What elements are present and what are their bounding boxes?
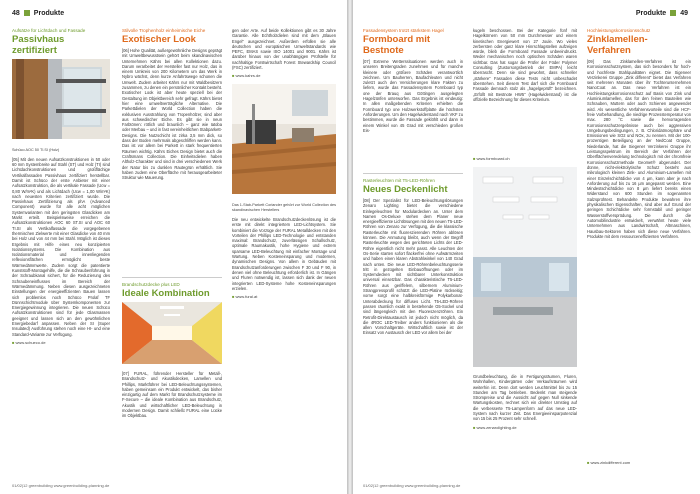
article-url[interactable]: ■ www.schueco.de	[12, 340, 110, 345]
article-body: [05] Mit den neuen Aufsatzkonstruktionen in 50 oder 60 mm Systembreite auf Stahl (ST) und Holz (TI) sind Lichtdachkonstruktionen und großflächige Vertikalfassaden Passivhaus zertifiziert herstellbar. Damit ist Schüco der erste Anbieter mit einer Aufsatzkonstruktion, die als vertikale Fassade (Ucw = 0,80 W/m²K) und als Lichtdach (Ucw = 1,00 W/m²K) nach neuesten Kriterien zertifiziert wurde. Die Passivhaus Zertifizierung als phA (Advanced Component) wurde für alle acht möglichen Systemvarianten mit den geringsten Glasdicken am Markt erteilt. Beispielsweise erreichen die Aufsatzkonstruktionen AOC 60 ST.SI und AOC 60 TI.SI als Vertikalfassade die vorgegebenen thermischen Zielwerte mit einer Glasdicke von 40 mm bei Holz und von 44 mm bei Stahl. Möglich ist dieses Ergebnis mit Hilfe eines neu konzipierten Isolationssystems. Die Kombination aus Isolationsmaterial und innenliegenden reflexionsflächen ermöglicht beste Wärmedämmwerte. Zudem sorgt die patentierte Kunststoff-Montagehilfe, die die Schraubenführung in der Schraubkanal sichert, für die Reduzierung des Schraubeneinflusses im Bereich der Wärmedämmung. Neben diesen ausgezeichneten Einstellungen der energieeffizienten Bauen lassen sich problemlos noch Schüco Prolaf TF Dünnschichtmodule über Systemkomponenten zur Energiegewinnung integrieren. Die neuen Schüco Aufsatzkonstruktionen sind für jede Glasmassen geeignet und lassen sich an den gewöhnlichen Energiebedarf anpassen. Neben der SI (Super Insulated) Ausführung stehen noch eine HI- und eine Standard-Variante zur Verfügung.	[12, 156, 110, 337]
article-title: Passivhaus zertifiziert	[12, 34, 65, 56]
article-title: Neues Deckenlicht	[363, 184, 448, 195]
office-led-ceiling-photo	[473, 167, 577, 367]
article-kicker: Stilvolle Trophenholz einheimische Eiche	[122, 28, 206, 33]
article-kicker: Aufsätze für Lichtdach und Fassade	[12, 28, 86, 33]
left-column-3	[232, 28, 336, 468]
article-body: Die neu entwickelte Brandschutzdeckenlösung ist die erste mit direkt integriertem LED-Lichtsystem. Sie kombiniert die Vorzüge der FURAL Metalldecken mit den Vorteilen der Phillips LED-Technologie und entstanden maximal: Brandschutz, zuverlässigen Schallschutz, optimale Raumakustik, hohe Hygiene und extrem sparsame LED-Beleuchtung mit einfacher Montage und Wartung. Neben Kosteneinsparung und modernen, dynamischen Designs. Von allem in Gebäuden mit Brandschutzanforderungen zwischen F 30 und F 90, in denen viel ohne Beleuchtung erforderlich ist. In Gängen und Fluren notwendig ist, lassen sich dank der neuen integrierten LED-Systeme hohe Kosteneinsparungen erzielen.	[232, 216, 336, 291]
article-body: kugeln beschossen. Bei der Kategorie fünf mit Hagelkörnern von 50 mm Durchmesser und einem kinetischen Energiewert von 27 Joule. Wo vieles zerbersten oder ganz klare Hinrschlagstellen aufzeigen würde, blieb die Formboard Fassade unbeeindruckt. Weder mechanischen noch optischen Schäden waren sichtbar. Das hat sogar die Prüfer der Föder Polymer Consulting (Zustorsorgsbetrieb der EMPA) leicht überrascht. Denn sie sind gewohnt, dass schneller „stärkere“ Fassaden diese Tests nicht unbeschadet überstehen. Seit diesem Test darf sich die Formboard Fassade demnach stolz als „hagelgeprüft“ bezeichnen. „Erfüllt mit Bestnote HW5“ (Hagelwiderstand) ist die offizielle Bezeichnung für dieses Kriterium.	[473, 28, 577, 102]
right-column-3	[587, 28, 691, 468]
article-title: Formboard mit Bestnote	[363, 34, 431, 56]
right-footer: 01/02|12 greenbuilding www.greenbuilding-planning.de	[363, 483, 461, 488]
right-column-2	[473, 28, 577, 468]
divider	[122, 277, 222, 278]
section-marker-icon	[670, 10, 676, 16]
page-number: 48	[12, 10, 20, 17]
article-title: Ideale Kombination	[122, 288, 210, 299]
corridor-ceiling-photo	[122, 302, 222, 364]
photo-caption: Schüco AOC 50 TI.SI (Holz)	[12, 148, 60, 152]
article-url[interactable]: ■ www.zinkdifferent.com	[587, 460, 691, 465]
section-title: Produkte	[635, 10, 667, 17]
article-body: [08] Der Spezialist für LED-Beleuchtungslösungen Zenaro Lighting bietet die verschiedene Einlegeleuchten für Modulardecken an. Unter dem Namen Os-Deluxe stehen dem Planer neue energieeffiziente Lichtlösungen mit den neuen T5-LED-Röhren von Zenaro zur Verfügung, die die klassische Rasterleuchte mit fluoreszierenden Röhren ablösen können. Die Anmutung bleibt, auch wenn der Begriff Rasterleuchte wegen des gerichteten Lichts der LED-Röhre eigentlich nicht mehr passt. Alle Leuchten der Os-Serie starten sofort flackerfrei ohne Aufwärmzeiten und haben einen klaren Abstrahlwinkel von 140 Grad nach unten. Die neue LED-Röhrenbeleuchtungsserie tritt in gezügelten Einbauöffnungen oder im Systemdecken mit sichtbarer Unterkonstruktion universal einsetzbar. Das charakteristische T5-LED-Röhren aus geriffelem, silbernem Aluminium-Strangpressprofil schützt die LED-Platine rückseitig; vorne sorgt eine halbkreisförmige Polykarbonat-Unterabdeckung für diffuses Licht. T5-LED-Röhren passen räumlich exakt in bestehende G5-Sockel und sind längengleich mit den Fluoreszenzröhren. Ein Retrofit-Direktaustausch ist jedoch nicht möglich, da die 4ROC LED-Treiber anders funktionieren als die allen Vorschaltgeräte. Wirtschaftlich sowie ist der Einsatz von Austausch der LED vor allem bei der	[363, 198, 463, 336]
divider	[363, 173, 463, 174]
article-body: gen oder Arte. Auf beide Kollektionen gibt es 30 Jahre Garantie. Alle Echtholzdielen sind mit dem „Blauen Engel“ ausgezeichnet. Außerdem erfüllen sie alle deutschen und europäischen Umweltstandards wie PEFC, EMAS sowie ISO 14001 und 9001. Kährs ist darüber hinaus von der unabhängigen Prüfstelle für nachhaltige Forstwirtschaft Forest Stewardship Council (FSC) zertifiziert.	[232, 28, 336, 71]
article-kicker: Fassadensystem trotzt stärkstem Hagel	[363, 28, 444, 33]
facade-profile-photo	[12, 59, 110, 139]
article-body: [09] Das Zinklamellen-Verfahren ist ein Korrosionsschutzsystem, das sich besonders für hoch- und hochfeste Stahlqualitäten eignet. Die Sigeneer Verzinkerei Gruppe „Zink different“ bietet das Verfahren seit mehreren Monaten über ihr Tochterunternehmen NanoCoat an. Das neue Verfahren ist ein Hochleistungskorrosionsschutz auf Basis von Zink und Aluminiumlamellen, das für den feinen Bauteilen wie Schrauben, Muttern oder auch Schienen angewendet wird. Als wesentliche Verfahrensvorteile sind die HCF-freie Vorbehandlung, die niedrige Prozesstemperatur von max. 280 °C sowie die hervorragenden Korrosionsschutzergebnisse auch bei aggressiven Umgebungsbedingungen, z. B. Chloridatmosphäre und Emissionen wie SO2 und NOx, zu nennen. Mit der 100-prozentigen Beteiligung an der NedCoat Gruppe, Niederlande, hat die Siegener Verzinkerei Gruppe ihr Leistungsspektrum im Bereich der Verfahren der Oberflächenveredelung technologisch mit der chromfreie Korrosionsschutzmethode Geomet® abgerundet. Der dünne, nicht-elektrolytische Schutz besteht aus mikrologisch kleinen Zink- und Aluminium-Lamellen mit einer Einzelschichtdicke von 4 µm, kann aber je nach Anforderung auf bis zu 16 µm angepasst werden. Eine Mindestschichtdicke von 8 µm liefert bereits einen Widerstand von 600 Stunden im sogenannten Salzsprühtest. Behandelte Produkte bewahren ihre physikalischen Eigenschaften, sind aber auf Grund der geringen Schichtdicke sehr formstabil und geringer Wasserstoffversprödung. Die durch die Automobilindustrie entwickelt, verwähnt heute viele Unternehmen aus Landwirtschaft, Altmaschinen, Hausbau-Sektoren haben sich diese neue Verfahren. Produkte mit dem ressourceneffizienten Verfahren.	[587, 59, 691, 239]
right-page	[353, 0, 700, 494]
article-body: [07] Extreme Wetterssituationen werden auch in unseren Breitengraden zunehmen und für manche kleinere oder größere Schäden verantwortlich zeichnen. Um Bauherren, Baufachleuten und nicht zuletzt auch den Versicherungen klare Fakten zu liefern, wurde das Fassadensystem Formboard typ one der Brauq aus Göttingen ausgelegten Hagelzünfen unterworfen. Das Ergebnis ist eindeutig: In allen maßgebenden Kriterien erhielten die Formboard typ one Holzwerkstoffplatte die höchsten Anforderungen. Um den Hagelwiderstand nach VKF zu bestimmen, wurde die Fassade geklöhlt und dann in einem Winkel von 45 Grad mit verschieden großen Eis-	[363, 59, 463, 133]
section-title: Produkte	[33, 10, 65, 17]
article-title: Exotischer Look	[122, 34, 196, 45]
article-url[interactable]: ■ www.kahrs.de	[232, 73, 336, 78]
article-body: Grundbeleuchtung, die in Fertigungsräumen, Fluren, Wohnhallen, Kindergärten oder Verkaufsräumen wird weiterhin ist. Denn dort werden Leuchtmittel bis zu 15 Stunden am Tag betrieben. Bedenkt man steigende Strompreise und die Aussicht auf gegen Null sinkende Wartungskosten, rechnet sich ein direkter Umstieg auf die verbesserte T5-Lampenform auf das neue LED-System nach kurzer Zeit. Das Energieeinsparpotenzial von 15 bis 25 Prozent sehr schnell.	[473, 374, 577, 422]
left-page-header	[12, 10, 64, 17]
article-kicker: Brandschutzdecke plus LED	[122, 282, 180, 287]
left-column-1	[12, 28, 110, 468]
section-marker-icon	[24, 10, 30, 16]
article-kicker: Rasterleuchten mit T5-LED-Röhren	[363, 178, 435, 183]
photo-caption: Das 1-Stab-Parkett Coriander gehört zur World Collection des skandinavischen Herstellers	[232, 203, 336, 213]
left-column-2	[122, 28, 222, 468]
article-body: [06] Hohe Qualität, außergewöhnliche Designs geprägt mit Umweltbewusstsein gehört beim skandinavischen Unternehmen Kährs bei allen Kollektionen dazu. Darum verarbeitet der Hersteller fast nur Holz, das in einem Umkreis von 200 Kilometern um das Werk in Nybro wächst, denn kurze Anfahrtswege schonen die Umwelt. Zudem arbeitet Kährs nur mit Waldbesitzern zusammen, zu denen ein persönlicher Kontakt besteht. Exotischer Look ist aber heute speziell bei der Gestaltung im Objektbereich sehr gefragt. Kährs bietet hier eine umweltverträgliche Alternative. Die Parkettdielen der World Collection haben die exklusiven Ausstrahlung von Tropenhölzer, sind aber aus schwedischer Eiche. Es gibt sie in neun Farbtönen: rötlich und braunlich – ganz wie Iatoba oder Merbau – und in fast vereinheitlichen Stabparkett-Designs. Die Nutzschicht ist zirka 3,5 mm dick, so dass der Boden mehrmals abgeschliffen werden kann. Das ist vor allem bei Parkett in stark frequentierten Räumen wichtig. Kährs Eiches Design bietet auch die Craftsmans Collection. Die Einheitsdielen haben Altholz-Charakter und sind in drei verschiedenen Werk der Natur bis zu dunklen Rautegrün erhältlich. Sie haben zudem eine Oberfläche mit herausgearbeiteter Struktur wie Mauerung.	[122, 48, 222, 181]
parquet-room-photo	[232, 84, 336, 194]
page-number: 49	[680, 10, 688, 17]
article-body: [07] FURAL, führender Hersteller für Metall-, Brandschutz- und Akustikdecken, Lamellen und Phillips, Marktführer bei LED-Beleuchtungssystemen, haben gemeinsam ein Produkt entwickelt, das bisher einzigartig auf dem Markt für Brandschutzsysteme im F-Secure – die ideale Kombination aus Brandschutz, Akustik und wirtschaftlicher LED-Beleuchtung in modernen Design. Damit schließt FURAL eine Lücke im Objektbau.	[122, 371, 222, 419]
right-column-1	[363, 28, 463, 468]
right-page-header	[636, 10, 688, 17]
left-footer: 01/02|12 greenbuilding www.greenbuilding-planning.de	[12, 483, 110, 488]
article-title: Zinklamellen-Verfahren	[587, 34, 648, 56]
left-page	[0, 0, 347, 494]
article-url[interactable]: ■ www.formboard.ch	[473, 156, 577, 161]
article-url[interactable]: ■ www.zenarolighting.de	[473, 425, 577, 430]
article-url[interactable]: ■ www.fural.at	[232, 294, 336, 299]
article-kicker: Hochleistungskorrosionsschutz	[587, 28, 651, 33]
